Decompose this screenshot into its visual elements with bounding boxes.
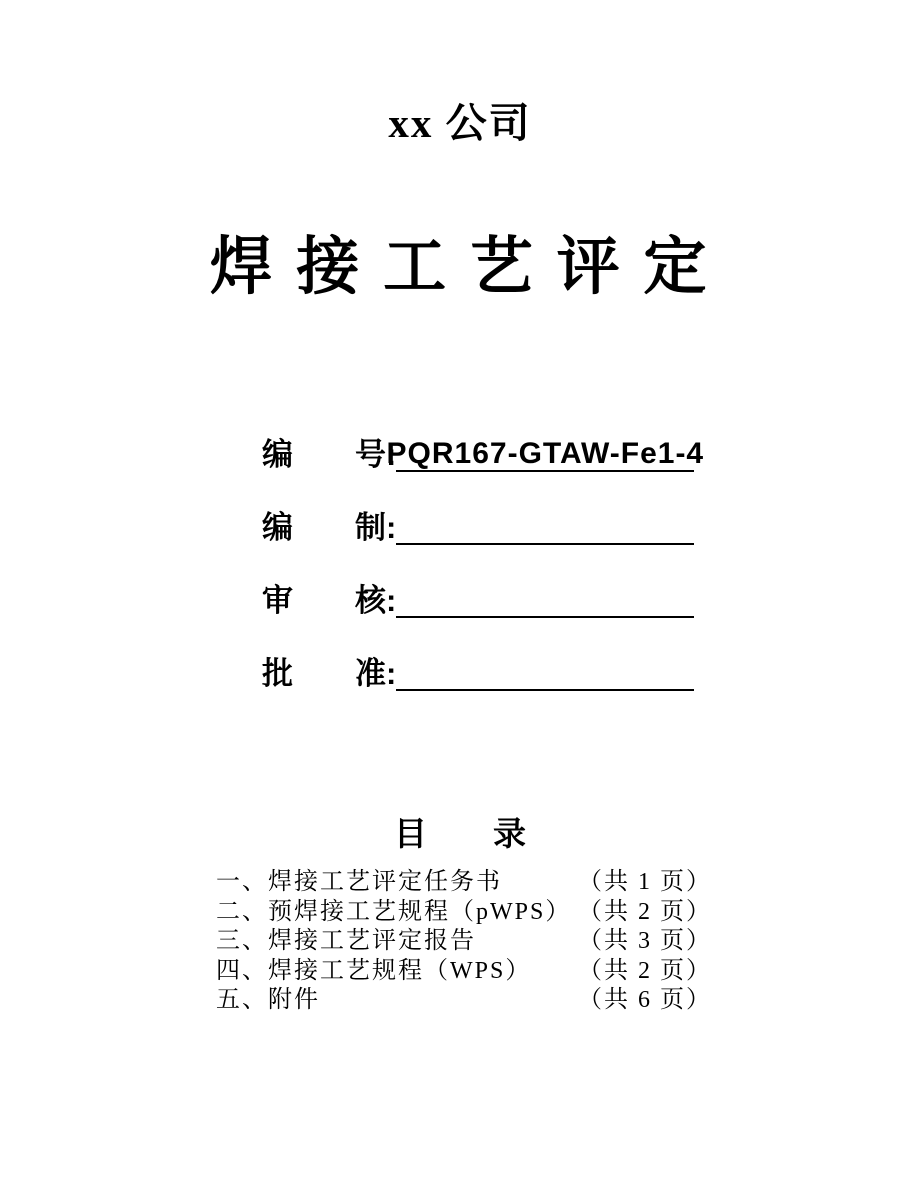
toc-item-3-title: 三、焊接工艺评定报告 (216, 928, 476, 955)
toc-item-3-pages: （共 3 页） (578, 928, 712, 955)
toc-item-5-title: 五、附件 (216, 987, 320, 1014)
reviewed-by-field-label: 审 核: (262, 582, 397, 618)
field-row-prepared-by (262, 501, 694, 545)
reviewed-by-field-underline (396, 574, 694, 618)
number-field-label: 编 号: (262, 436, 397, 472)
toc-item-1 (216, 861, 712, 895)
approved-by-field-underline (396, 647, 694, 691)
toc-list (216, 861, 712, 1014)
toc-item-5-pages: （共 6 页） (578, 987, 712, 1014)
toc-item-2 (216, 891, 712, 925)
toc-item-3 (216, 920, 712, 955)
toc-item-4-pages: （共 2 页） (578, 957, 712, 984)
field-row-number (262, 428, 705, 472)
prepared-by-field-underline (396, 501, 694, 545)
toc-item-2-title: 二、预焊接工艺规程（pWPS） (216, 898, 572, 925)
number-field-underline (386, 428, 705, 472)
document-title: 焊 接 工 艺 评 定 (209, 232, 711, 302)
signature-fields (262, 428, 705, 720)
company-title: xx 公司 (388, 100, 532, 146)
prepared-by-field-label: 编 制: (262, 509, 397, 545)
toc-heading: 目 录 (394, 817, 526, 853)
toc-item-4 (216, 950, 712, 984)
toc-item-2-pages: （共 2 页） (578, 898, 712, 925)
toc-item-1-title: 一、焊接工艺评定任务书 (216, 869, 502, 895)
approved-by-field-label: 批 准: (262, 655, 397, 691)
field-row-reviewed-by (262, 574, 694, 618)
toc-item-1-pages: （共 1 页） (578, 869, 712, 895)
toc-item-4-title: 四、焊接工艺规程（WPS） (216, 957, 532, 984)
field-row-approved-by (262, 647, 694, 691)
number-field-value: PQR167-GTAW-Fe1-4 (386, 436, 705, 470)
